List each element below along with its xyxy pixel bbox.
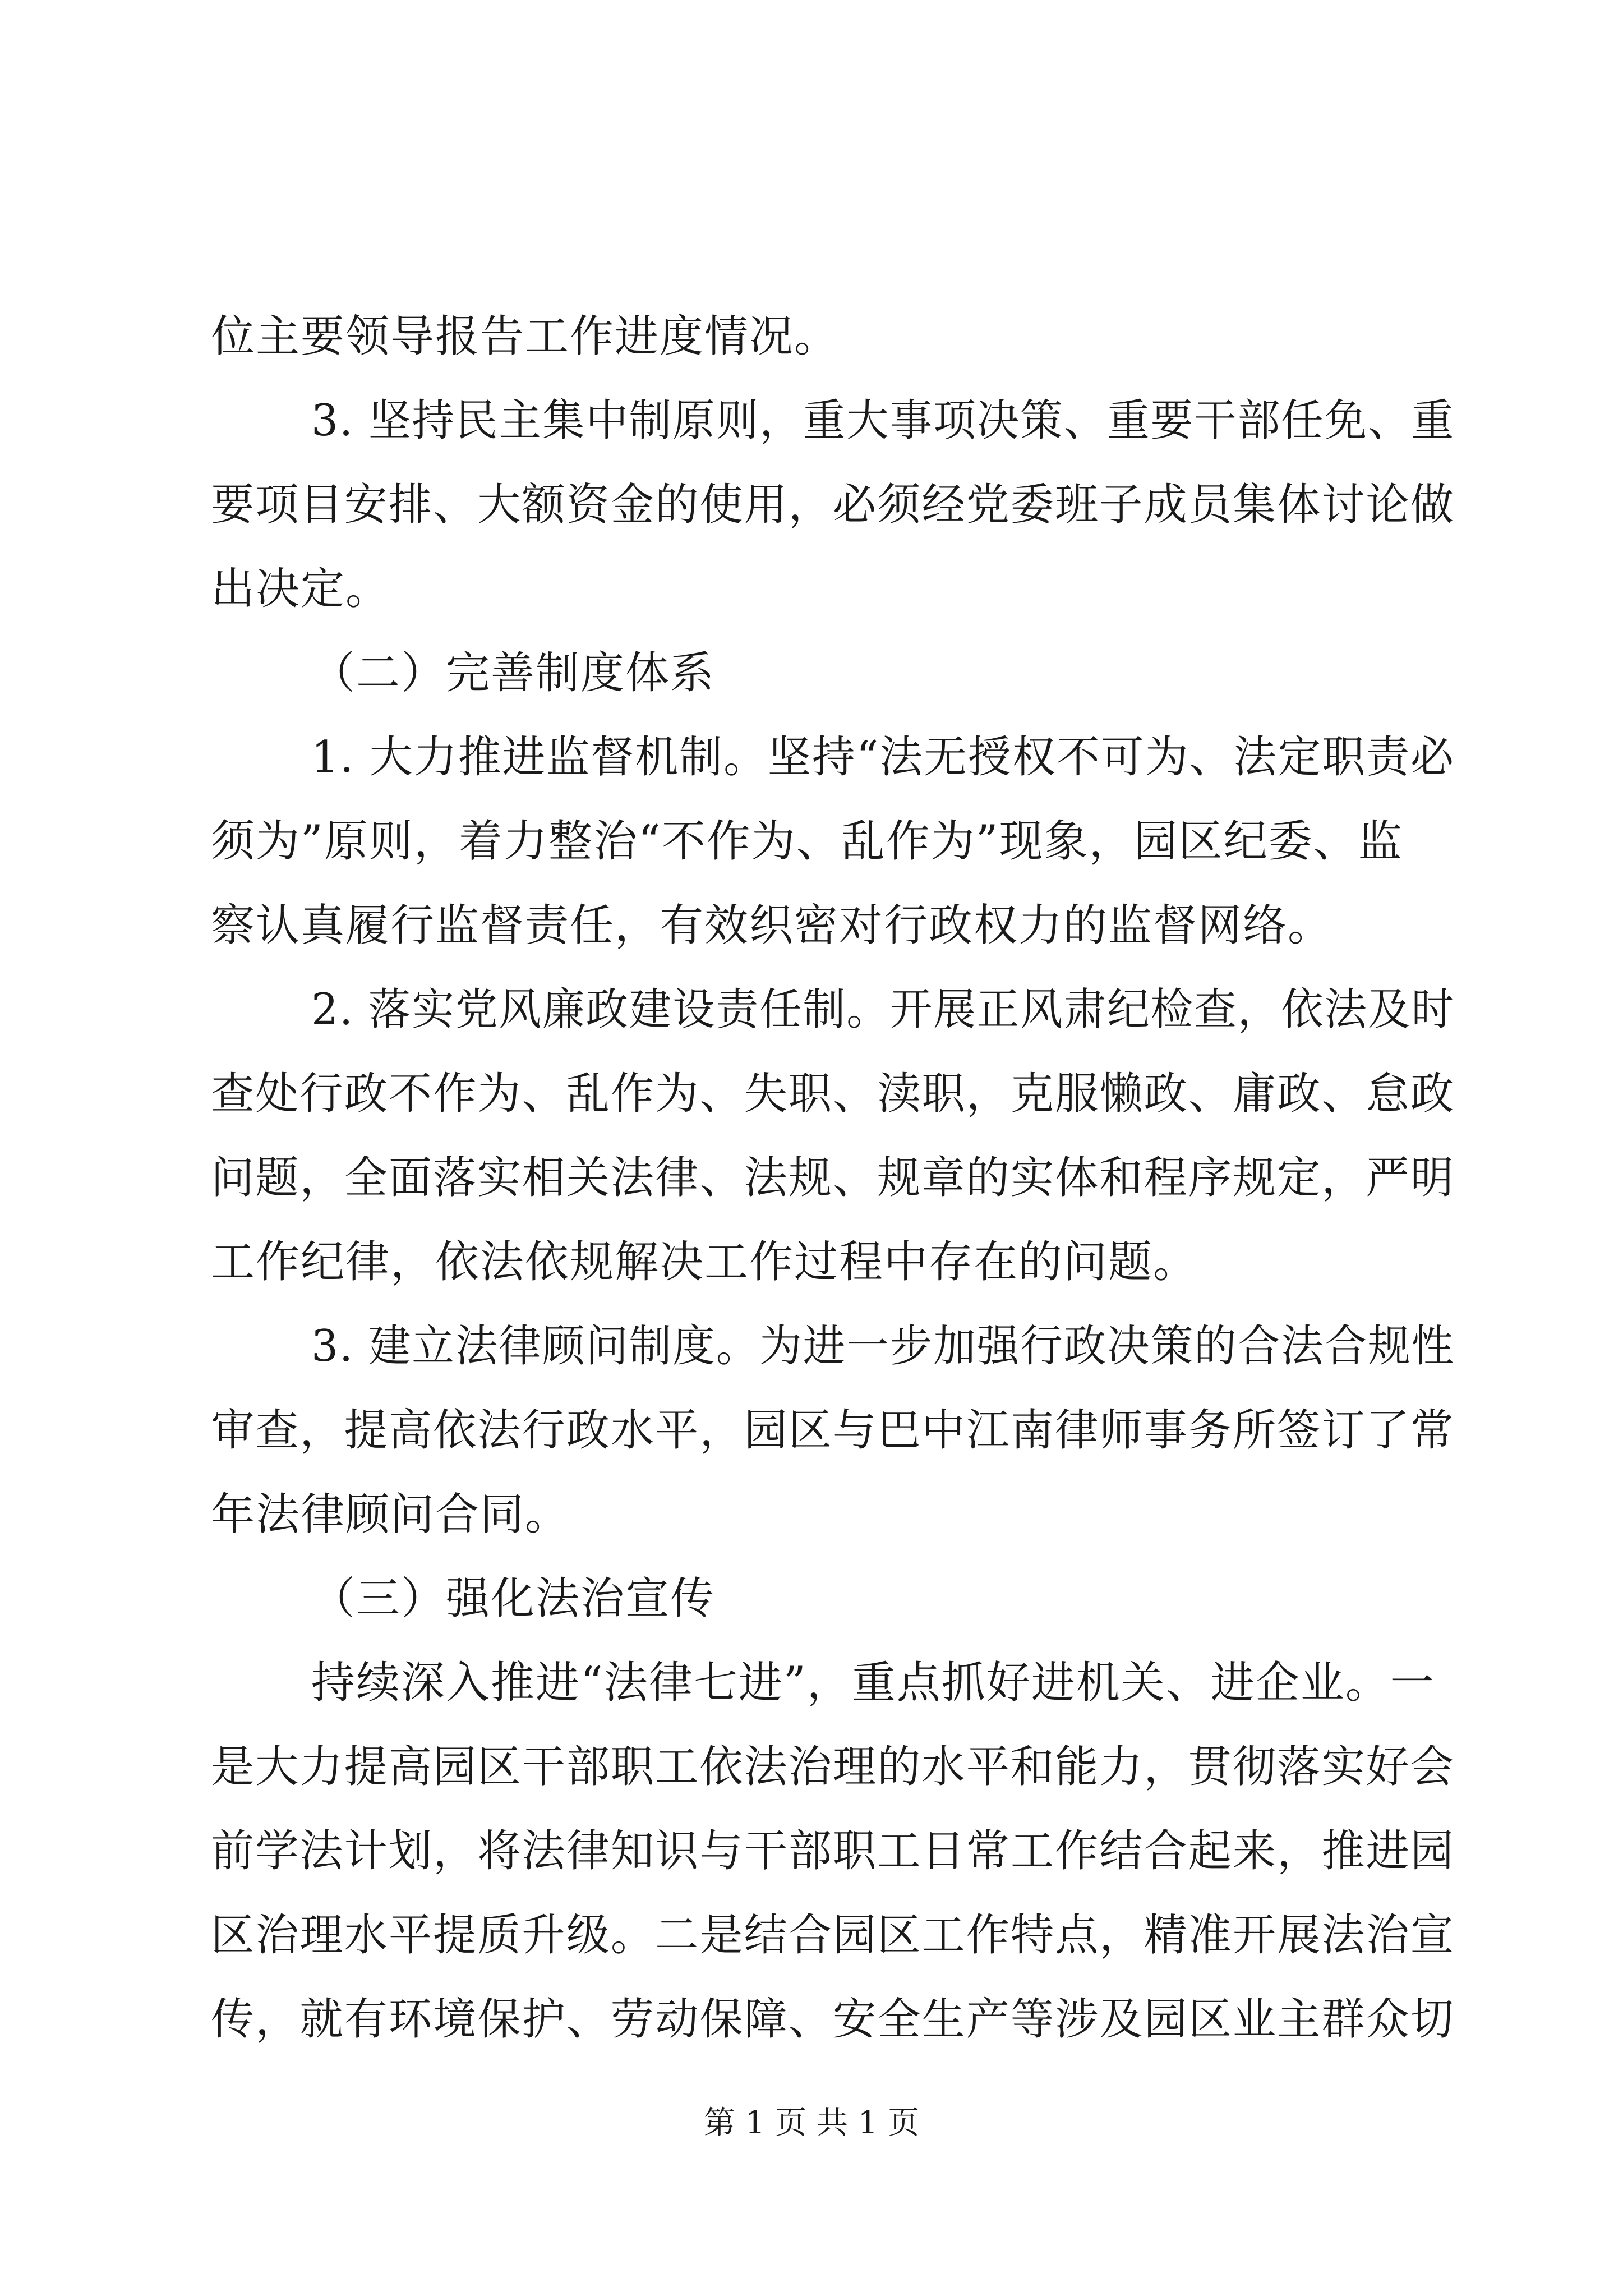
section-heading-2: （二）完善制度体系 xyxy=(311,648,716,698)
body-line-8: 察认真履行监督责任，有效织密对行政权力的监督网络。 xyxy=(211,900,1333,951)
body-line-13: 3. 建立法律顾问制度。为进一步加强行政决策的合法合规性 xyxy=(311,1321,1455,1372)
body-line-7: 须为”原则，着力整治“不作为、乱作为”现象，园区纪委、监 xyxy=(211,816,1403,867)
body-line-21: 传，就有环境保护、劳动保障、安全生产等涉及园区业主群众切 xyxy=(211,1994,1455,2045)
body-line-14: 审查，提高依法行政水平，园区与巴中江南律师事务所签订了常 xyxy=(211,1405,1455,1456)
body-line-20: 区治理水平提质升级。二是结合园区工作特点，精准开展法治宣 xyxy=(211,1910,1455,1961)
body-line-17: 持续深入推进“法律七进”，重点抓好进机关、进企业。一 xyxy=(311,1658,1435,1708)
body-line-11: 问题，全面落实相关法律、法规、规章的实体和程序规定，严明 xyxy=(211,1153,1455,1203)
body-line-6: 1. 大力推进监督机制。坚持“法无授权不可为、法定职责必 xyxy=(311,732,1455,783)
body-line-10: 查处行政不作为、乱作为、失职、渎职，克服懒政、庸政、怠政 xyxy=(211,1069,1455,1119)
body-line-15: 年法律顾问合同。 xyxy=(211,1489,570,1540)
body-line-9: 2. 落实党风廉政建设责任制。开展正风肃纪检查，依法及时 xyxy=(311,984,1455,1035)
body-line-1: 位主要领导报告工作进度情况。 xyxy=(211,311,840,362)
body-line-4: 出决定。 xyxy=(211,564,391,614)
page-footer: 第 1 页 共 1 页 xyxy=(703,2105,920,2141)
body-line-3: 要项目安排、大额资金的使用，必须经党委班子成员集体讨论做 xyxy=(211,480,1455,530)
body-line-19: 前学法计划，将法律知识与干部职工日常工作结合起来，推进园 xyxy=(211,1826,1455,1876)
section-heading-3: （三）强化法治宣传 xyxy=(311,1573,716,1624)
body-line-12: 工作纪律，依法依规解决工作过程中存在的问题。 xyxy=(211,1237,1198,1287)
body-line-18: 是大力提高园区干部职工依法治理的水平和能力，贯彻落实好会 xyxy=(211,1742,1455,1792)
body-line-2: 3. 坚持民主集中制原则，重大事项决策、重要干部任免、重 xyxy=(311,395,1455,446)
